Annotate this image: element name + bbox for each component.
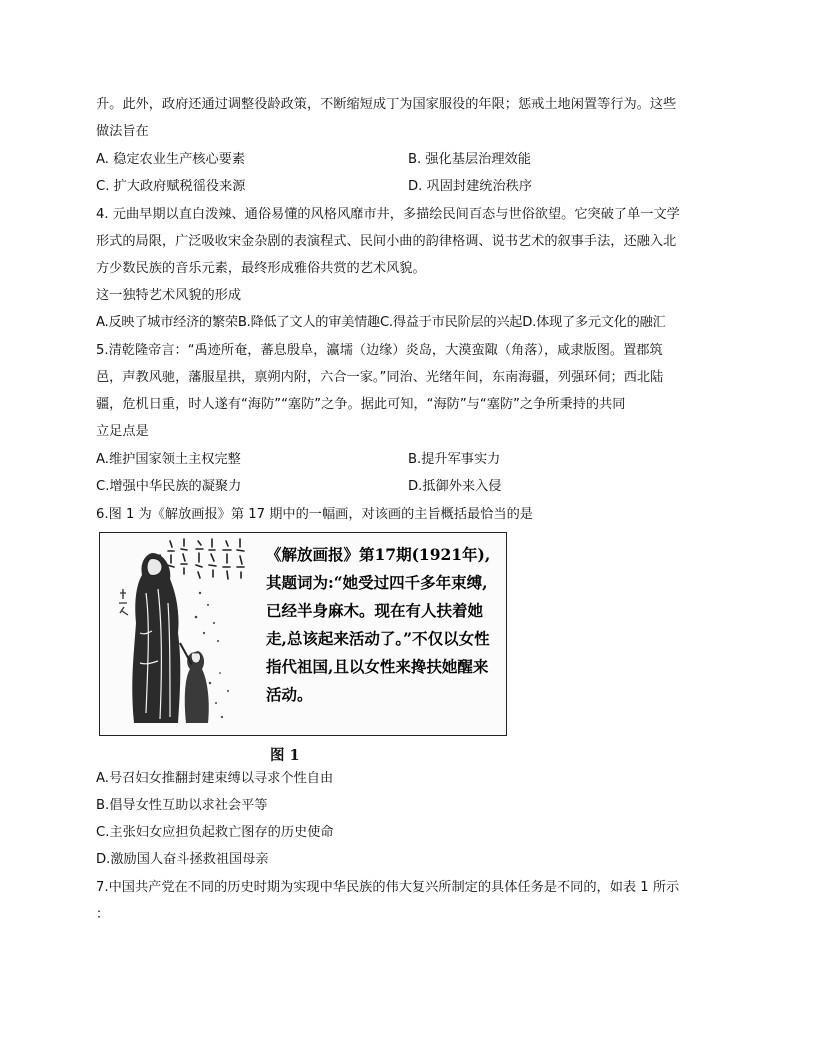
q7-stem-line-2: ： bbox=[96, 907, 110, 922]
q3-option-a[interactable]: A. 稳定农业生产核心要素 bbox=[96, 152, 246, 167]
q7-stem-line-1: 7.中国共产党在不同的历史时期为实现中华民族的伟大复兴所制定的具体任务是不同的，如表 1 所示 bbox=[96, 880, 680, 895]
figure-1-caption-text: 《解放画报》第17期(1921年),其题词为:“她受过四千多年束缚,已经半身麻木。现在有人扶着她走,总该起来活动了。”不仅以女性指代祖国,且以女性来搀扶她醒来活动。 bbox=[266, 545, 491, 704]
q5-option-a[interactable]: A.维护国家领土主权完整 bbox=[96, 452, 241, 467]
q5-option-d[interactable]: D.抵御外来入侵 bbox=[408, 479, 502, 494]
q5-option-c[interactable]: C.增强中华民族的凝聚力 bbox=[96, 479, 242, 494]
figure-1-label: 图 1 bbox=[270, 747, 300, 764]
q6-option-b[interactable]: B.倡导女性互助以求社会平等 bbox=[96, 798, 268, 813]
woman-illustration bbox=[100, 533, 260, 733]
q6-stem: 6.图 1 为《解放画报》第 17 期中的一幅画，对该画的主旨概括最恰当的是 bbox=[96, 507, 533, 522]
q4-stem-line-1: 4. 元曲早期以直白泼辣、通俗易懂的风格风靡市井，多描绘民间百态与世俗欲望。它突破了单一文学 bbox=[96, 207, 680, 222]
q5-stem-line-1: 5.清乾隆帝言：“禹迹所奄，蕃息殷阜，瀛壖（边缘）炎岛，大漠蛮陬（角落），咸隶版图。置郡筑 bbox=[96, 343, 663, 358]
q4-stem-line-4: 这一独特艺术风貌的形成 bbox=[96, 288, 242, 303]
q5-option-b[interactable]: B.提升军事实力 bbox=[408, 452, 501, 467]
q3-option-c[interactable]: C. 扩大政府赋税徭役来源 bbox=[96, 179, 246, 194]
figure-1-image bbox=[99, 532, 507, 736]
q4-stem-line-2: 形式的局限，广泛吸收宋金杂剧的表演程式、民间小曲的韵律格调、说书艺术的叙事手法，还融入北 bbox=[96, 234, 677, 249]
q3-stem-line-2: 做法旨在 bbox=[96, 124, 149, 139]
q4-stem-line-3: 方少数民族的音乐元素，最终形成雅俗共赏的艺术风貌。 bbox=[96, 261, 426, 276]
q3-stem-line-1: 升。此外，政府还通过调整役龄政策，不断缩短成丁为国家服役的年限；惩戒土地闲置等行为。这些 bbox=[96, 97, 677, 112]
q5-stem-line-3: 疆，危机日重，时人遂有“海防”“塞防”之争。据此可知，“海防”与“塞防”之争所秉持的共同 bbox=[96, 397, 626, 412]
q5-stem-line-4: 立足点是 bbox=[96, 424, 149, 439]
q6-option-a[interactable]: A.号召妇女推翻封建束缚以寻求个性自由 bbox=[96, 771, 334, 786]
q6-option-d[interactable]: D.激励国人奋斗拯救祖国母亲 bbox=[96, 852, 269, 867]
q3-option-b[interactable]: B. 强化基层治理效能 bbox=[408, 152, 531, 167]
q5-stem-line-2: 邑，声教风驰，藩服星拱，禀朔内附，六合一家。”同治、光绪年间，东南海疆，列强环伺；西北陆 bbox=[96, 370, 664, 385]
q6-option-c[interactable]: C.主张妇女应担负起救亡图存的历史使命 bbox=[96, 825, 334, 840]
q4-options[interactable]: A.反映了城市经济的繁荣B.降低了文人的审美情趣C.得益于市民阶层的兴起D.体现了多元文化的融汇 bbox=[96, 315, 666, 330]
q3-option-d[interactable]: D. 巩固封建统治秩序 bbox=[408, 179, 533, 194]
